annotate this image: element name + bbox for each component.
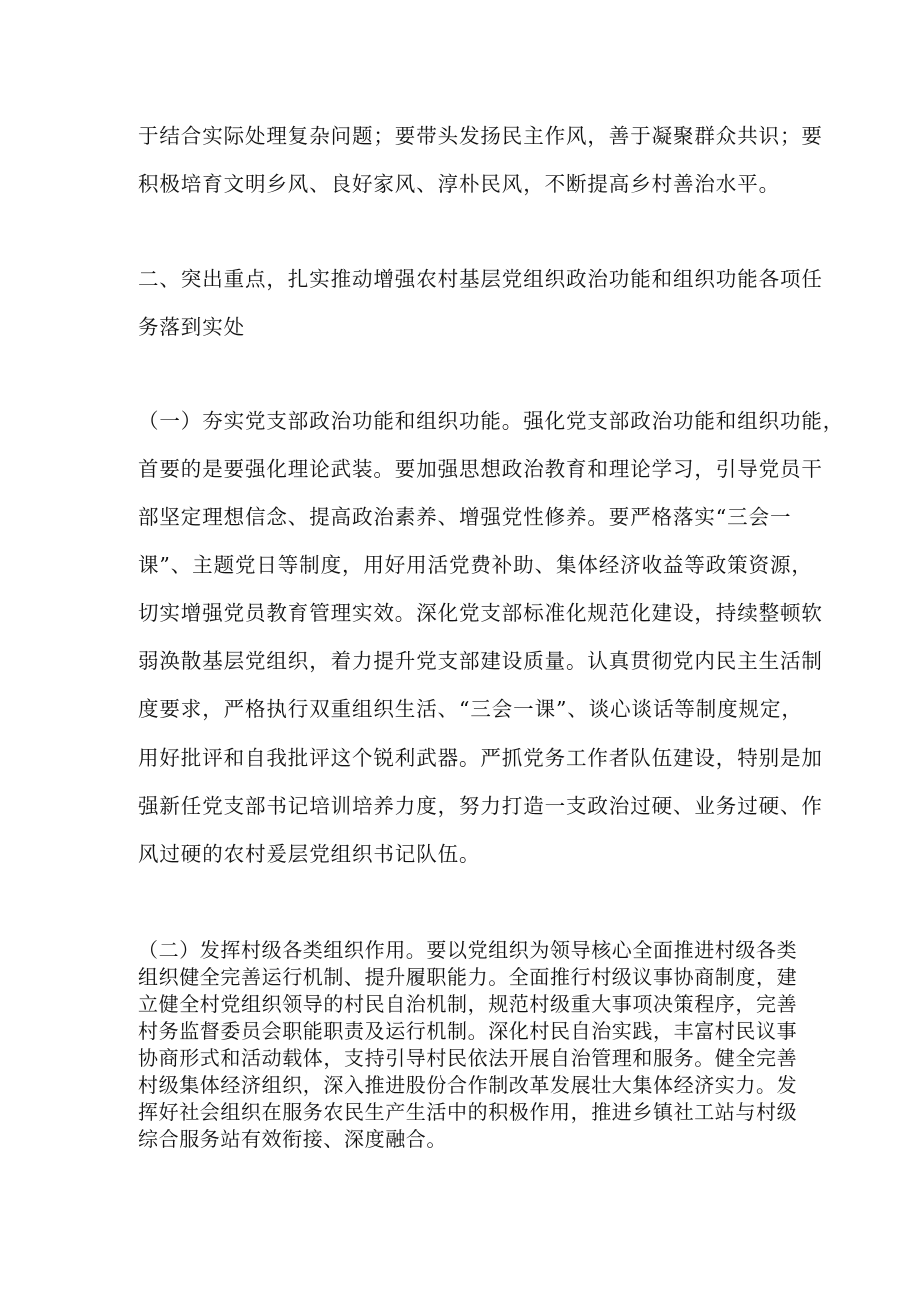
- text-line: 于结合实际处理复杂问题；要带头发扬民主作风，善于凝聚群众共识；要: [138, 124, 823, 148]
- text-line: 立健全村党组织领导的村民自治机制，规范村级重大事项决策程序，完善: [138, 992, 798, 1016]
- text-line: 综合服务站有效衔接、深度融合。: [138, 1127, 447, 1151]
- text-line: 村级集体经济组织，深入推进股份合作制改革发展壮大集体经济实力。发: [138, 1073, 798, 1097]
- heading-line: 二、突出重点，扎实推动增强农村基层党组织政治功能和组织功能各项任: [138, 267, 823, 291]
- text-line: 组织健全完善运行机制、提升履职能力。全面推行村级议事协商制度，建: [138, 965, 798, 989]
- text-line: （一）夯实党支部政治功能和组织功能。强化党支部政治功能和组织功能，: [138, 409, 845, 433]
- text-line: 弱涣散基层党组织，着力提升党支部建设质量。认真贯彻党内民主生活制: [138, 649, 823, 673]
- text-line: 度要求，严格执行双重组织生活、“三会一课”、谈心谈话等制度规定，: [138, 697, 803, 721]
- heading-line: 务落到实处: [138, 315, 245, 339]
- text-line: 风过硬的农村爰层党组织书记队伍。: [138, 842, 481, 866]
- text-line: 首要的是要强化理论武装。要加强思想政治教育和理论学习，引导党员干: [138, 457, 823, 481]
- text-line: 部坚定理想信念、提高政治素养、增强党性修养。要严格落实“三会一: [138, 505, 792, 529]
- text-line: 积极培育文明乡风、良好家风、淳朴民风，不断提高乡村善治水平。: [138, 172, 780, 196]
- text-line: 课”、主题党日等制度，用好用活党费补助、集体经济收益等政策资源，: [138, 553, 813, 577]
- text-line: 挥好社会组织在服务农民生产生活中的积极作用，推进乡镇社工站与村级: [138, 1100, 798, 1124]
- text-line: 用好批评和自我批评这个锐利武器。严抓党务工作者队伍建设，特别是加: [138, 746, 823, 770]
- text-line: 村务监督委员会职能职责及运行机制。深化村民自治实践，丰富村民议事: [138, 1019, 798, 1043]
- text-line: 协商形式和活动载体，支持引导村民依法开展自治管理和服务。健全完善: [138, 1046, 798, 1070]
- text-line: 切实增强党员教育管理实效。深化党支部标准化规范化建设，持续整顿软: [138, 601, 823, 625]
- text-line: 强新任党支部书记培训培养力度，努力打造一支政治过硬、业务过硬、作: [138, 794, 823, 818]
- text-line: （二）发挥村级各类组织作用。要以党组织为领导核心全面推进村级各类: [138, 938, 798, 962]
